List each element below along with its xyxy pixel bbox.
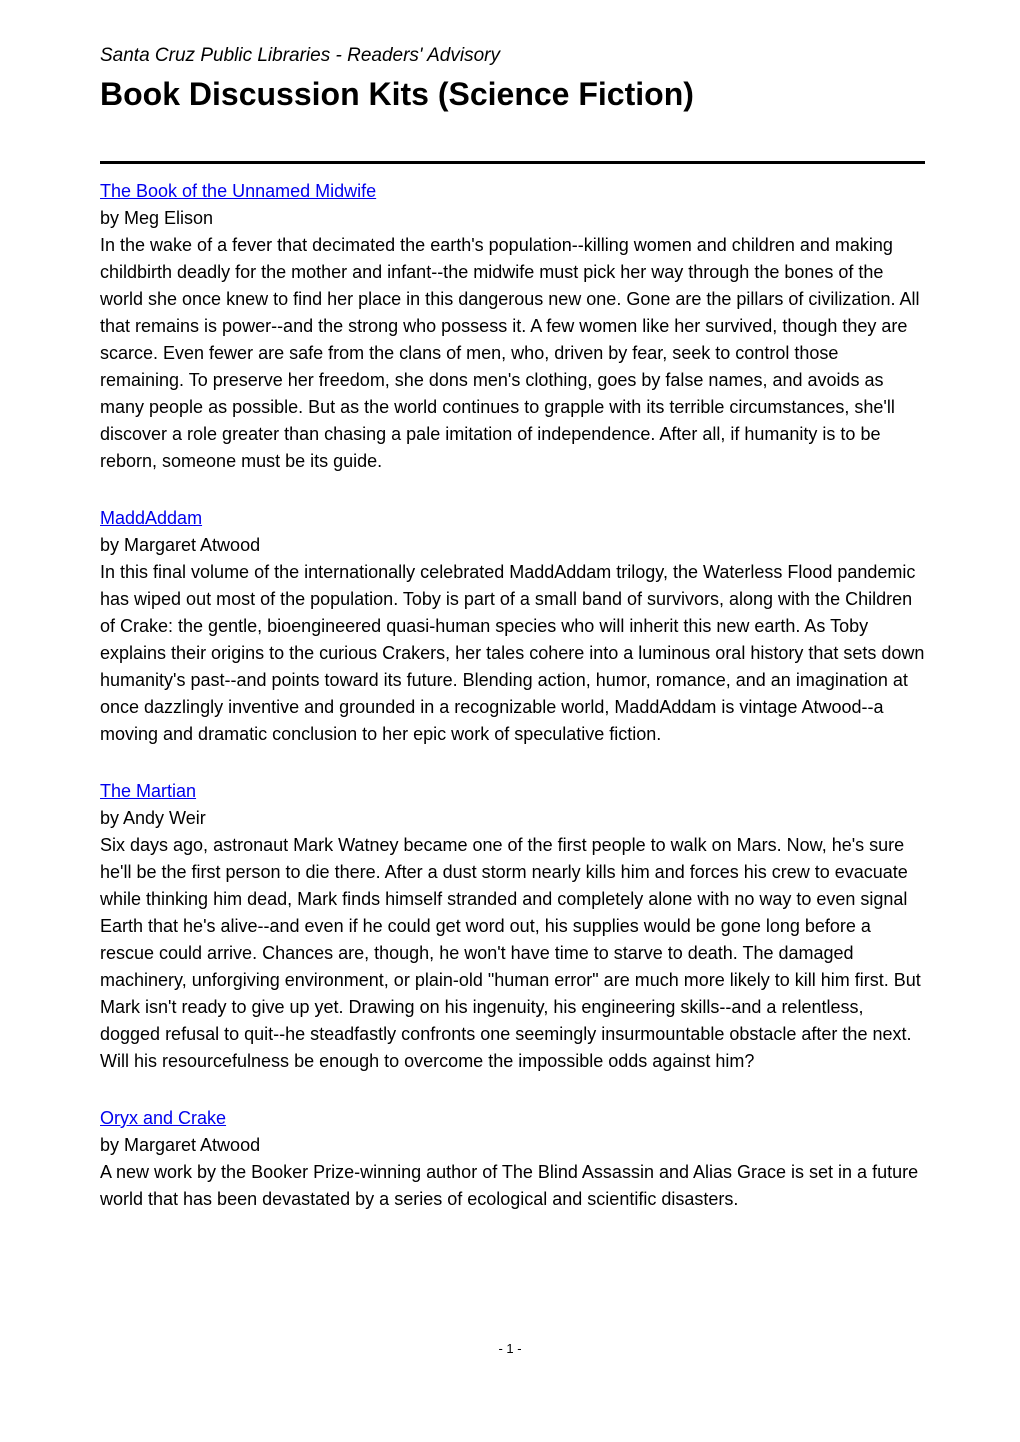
book-description: In the wake of a fever that decimated the earth's population--killing women and children and making childbirth deadly for the mother and infant--the midwife must pick her way through the bones of the world she once knew to find her place in this dangerous new one. Gone are the pillars of civilization. All that remains is power--and the strong who possess it. A few women like her survived, though they are scarce. Even fewer are safe from the clans of men, who, driven by fear, seek to control those remaining. To preserve her freedom, she dons men's clothing, goes by false names, and avoids as many people as possible. But as the world continues to grapple with its terrible circumstances, she'll discover a role greater than chasing a pale imitation of independence. After all, if humanity is to be reborn, someone must be its guide. (100, 235, 920, 471)
book-author: by Meg Elison (100, 208, 214, 228)
book-title-link[interactable]: MaddAddam (100, 508, 203, 528)
book-title-line (100, 178, 925, 205)
book-title-link[interactable]: The Book of the Unnamed Midwife (100, 181, 377, 201)
document-page (100, 0, 925, 1243)
book-description: Six days ago, astronaut Mark Watney became one of the first people to walk on Mars. Now, he's sure he'll be the first person to die there. After a dust storm nearly kills him and forces his crew to evacuate while thinking him dead, Mark finds himself stranded and completely alone with no way to even signal Earth that he's alive--and even if he could get word out, his supplies would be gone long before a rescue could arrive. Chances are, though, he won't have time to starve to death. The damaged machinery, unforgiving environment, or plain-old "human error" are much more likely to kill him first. But Mark isn't ready to give up yet. Drawing on his ingenuity, his engineering skills--and a relentless, dogged refusal to quit--he steadfastly confronts one seemingly insurmountable obstacle after the next. Will his resourcefulness be enough to overcome the impossible odds against him? (100, 835, 921, 1071)
page-number: - 1 - (498, 1341, 522, 1356)
book-author: by Margaret Atwood (100, 535, 261, 555)
book-description: In this final volume of the internationally celebrated MaddAddam trilogy, the Waterless Flood pandemic has wiped out most of the population. Toby is part of a small band of survivors, along with the Children of Crake: the gentle, bioengineered quasi-human species who will inherit this new earth. As Toby explains their origins to the curious Crakers, her tales cohere into a luminous oral history that sets down humanity's past--and points toward its future. Blending action, humor, romance, and an imagination at once dazzlingly inventive and grounded in a recognizable world, MaddAddam is vintage Atwood--a moving and dramatic conclusion to her epic work of speculative fiction. (100, 562, 925, 744)
document-header-label: Santa Cruz Public Libraries - Readers' Advisory (100, 45, 500, 66)
book-entry (100, 1105, 925, 1213)
page-title: Book Discussion Kits (Science Fiction) (100, 76, 694, 112)
book-title-link[interactable]: The Martian (100, 781, 197, 801)
book-title-line (100, 778, 925, 805)
divider (100, 161, 925, 164)
book-title-line (100, 505, 925, 532)
book-title-line (100, 1105, 925, 1132)
book-description: A new work by the Booker Prize-winning author of The Blind Assassin and Alias Grace is set in a future world that has been devastated by a series of ecological and scientific disasters. (100, 1162, 919, 1209)
book-list (100, 178, 925, 1213)
book-author: by Margaret Atwood (100, 1135, 261, 1155)
book-title-link[interactable]: Oryx and Crake (100, 1108, 227, 1128)
book-entry (100, 778, 925, 1075)
book-entry (100, 505, 925, 748)
book-entry (100, 178, 925, 475)
book-author: by Andy Weir (100, 808, 206, 828)
